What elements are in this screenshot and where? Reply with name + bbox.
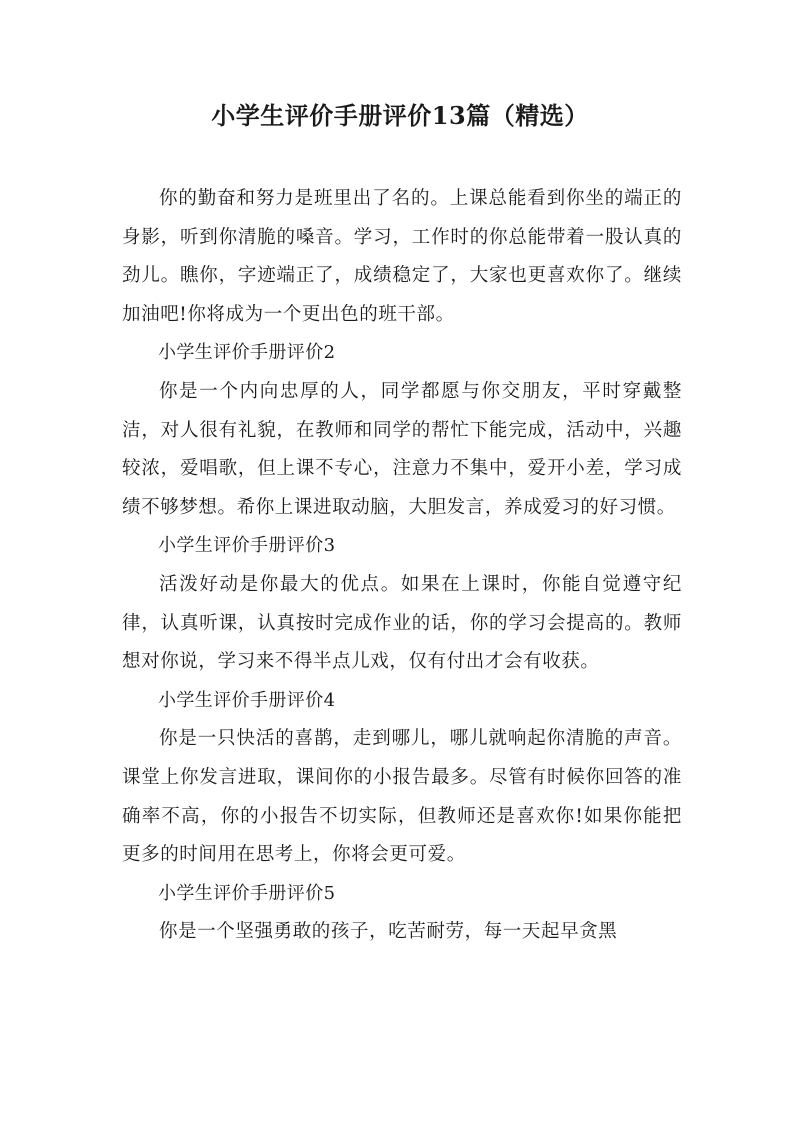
paragraph-1: 你的勤奋和努力是班里出了名的。上课总能看到你坐的端正的身影，听到你清脆的嗓音。学习，工作时的你总能带着一股认真的劲儿。瞧你，字迹端正了，成绩稳定了，大家也更喜欢你了。继续加油吧!你将成为一个更出色的班干部。: [122, 188, 682, 325]
paragraph-5: 你是一个坚强勇敢的孩子，吃苦耐劳，每一天起早贪黑: [159, 921, 618, 943]
paragraph-4: 你是一只快活的喜鹊，走到哪儿，哪儿就响起你清脆的声音。课堂上你发言进取，课间你的小报告最多。尽管有时候你回答的准确率不高，你的小报告不切实际，但教师还是喜欢你!如果你能把更多的时间用在思考上，你将会更可爱。: [122, 728, 682, 866]
section-heading-4: 小学生评价手册评价4: [158, 689, 336, 711]
paragraph-3: 活泼好动是你最大的优点。如果在上课时，你能自觉遵守纪律，认真听课，认真按时完成作业的话，你的学习会提高的。教师想对你说，学习来不得半点儿戏，仅有付出才会有收获。: [122, 573, 682, 673]
document-title: 小学生评价手册评价13篇（精选）: [211, 101, 589, 130]
paragraph-2: 你是一个内向忠厚的人，同学都愿与你交朋友，平时穿戴整洁，对人很有礼貌，在教师和同学的帮忙下能完成，活动中，兴趣较浓，爱唱歌，但上课不专心，注意力不集中，爱开小差，学习成绩不够梦想。希你上课进取动脑，大胆发言，养成爱习的好习惯。: [122, 380, 682, 518]
section-heading-3: 小学生评价手册评价3: [158, 535, 336, 557]
section-heading-5: 小学生评价手册评价5: [158, 882, 336, 904]
document-body: [122, 180, 682, 952]
section-heading-2: 小学生评价手册评价2: [158, 342, 336, 364]
